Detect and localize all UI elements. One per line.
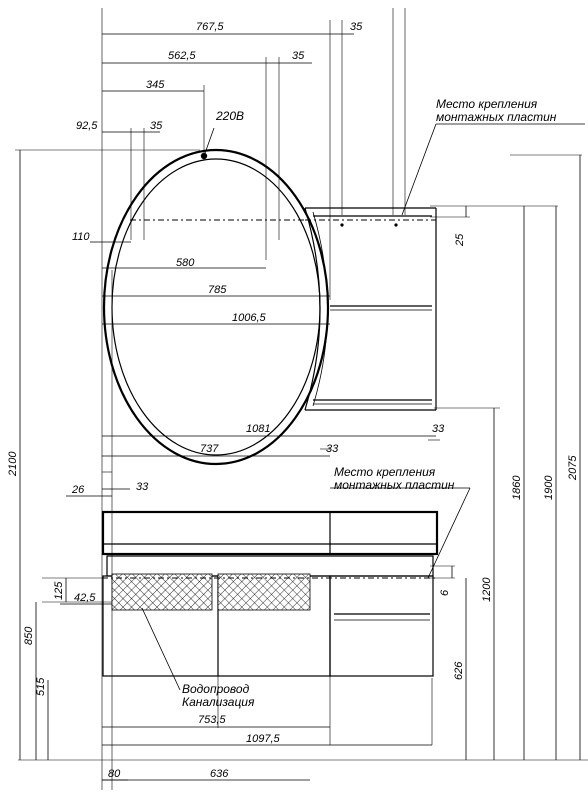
dim-1097-5: 1097,5 [246,733,280,745]
dim-2075: 2075 [567,455,579,480]
dim-636: 636 [210,768,229,780]
water-supply-label: Водопровод [182,682,250,696]
vanity-unit [102,512,437,676]
dim-125: 125 [53,581,65,600]
dim-1900: 1900 [543,475,555,500]
dim-35-c: 35 [150,120,163,132]
dim-80: 80 [108,768,121,780]
dim-42-5: 42,5 [74,592,96,604]
dim-1200: 1200 [481,577,493,602]
dim-850: 850 [23,626,35,645]
pipe-zone-left [112,574,212,610]
dim-767-5: 767,5 [196,21,224,33]
dim-33-a: 33 [432,423,445,435]
mount-note-bottom-line1: Место крепления [334,465,436,479]
dim-1081: 1081 [246,423,271,435]
dim-92-5: 92,5 [76,120,98,132]
dim-737: 737 [200,443,219,455]
dim-6: 6 [439,589,451,596]
dim-785: 785 [208,284,227,296]
extension-lines [15,8,588,790]
dim-33-c: 33 [136,481,149,493]
dim-1006-5: 1006,5 [232,312,266,324]
sewer-label: Канализация [182,695,255,709]
mount-note-top-line2: монтажных пластин [436,110,557,124]
dim-580: 580 [176,257,195,269]
wall-cabinet [305,208,436,410]
mount-note-top-line1: Место крепления [436,97,538,111]
dim-25: 25 [454,233,466,246]
pipe-zone-right [218,574,310,610]
horizontal-dimensions [60,34,436,780]
dim-35-a: 35 [350,21,363,33]
dim-515: 515 [35,677,47,696]
dim-1860: 1860 [511,475,523,500]
dim-2100: 2100 [7,451,19,476]
dim-345: 345 [146,79,165,91]
dim-33-b: 33 [326,443,339,455]
dim-626: 626 [453,661,465,680]
dim-110: 110 [72,231,90,243]
dim-753-5: 753,5 [198,714,226,726]
power-label: 220В [216,109,245,123]
dim-35-b: 35 [292,50,305,62]
dim-562-5: 562,5 [168,50,196,62]
dim-26: 26 [72,484,85,496]
vertical-dimensions [20,150,580,760]
annotation-text [7,21,579,780]
mount-note-bottom-line2: монтажных пластин [334,478,455,492]
